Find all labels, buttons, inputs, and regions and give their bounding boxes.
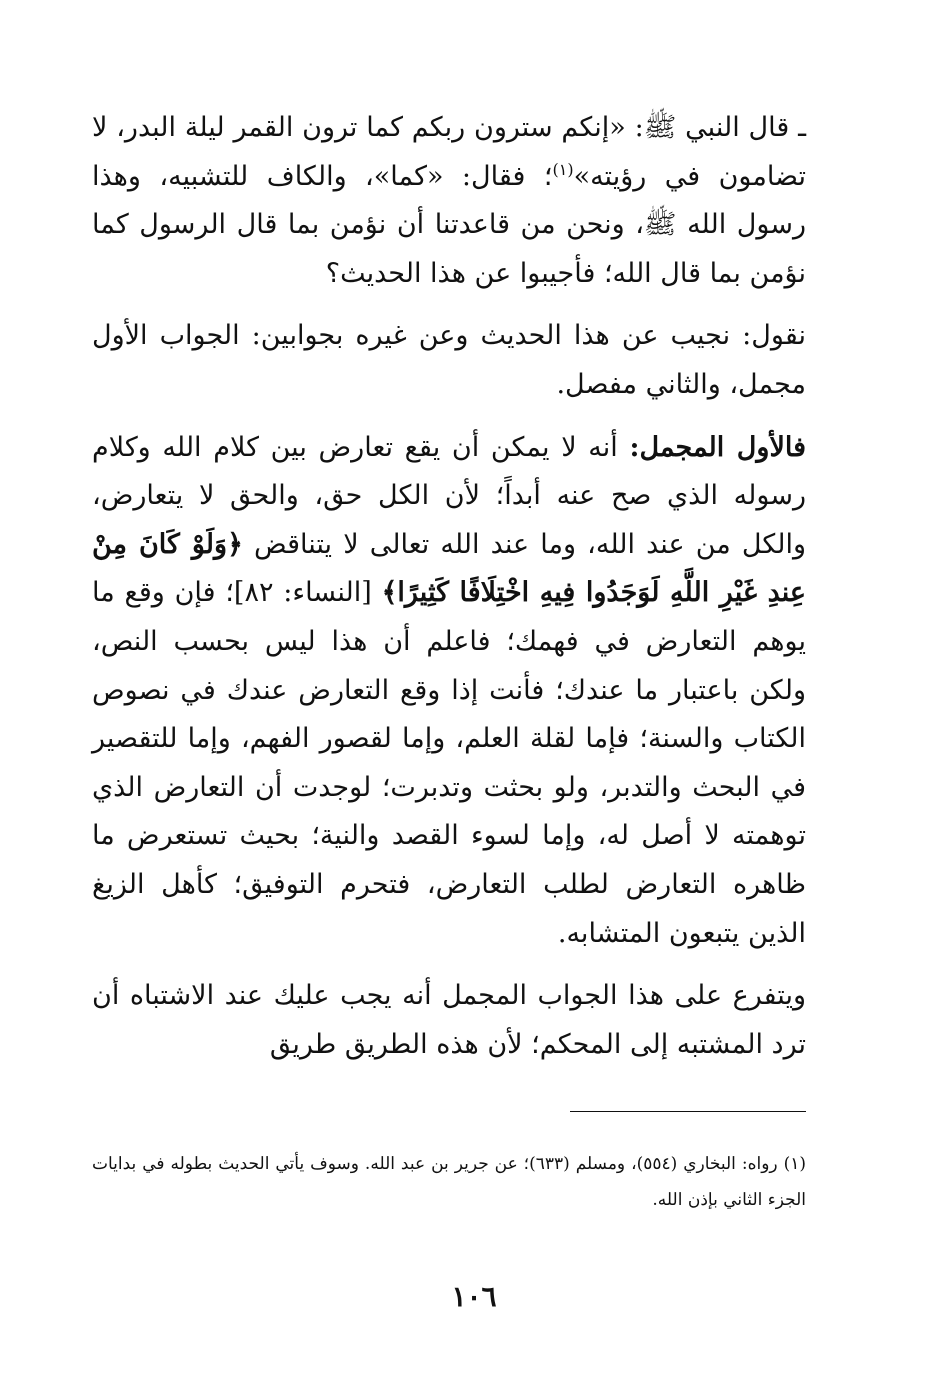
paragraph-3-lead-heading: فالأول المجمل: bbox=[629, 431, 806, 463]
paragraph-4 bbox=[92, 972, 806, 1069]
paragraph-4-text: ويتفرع على هذا الجواب المجمل أنه يجب عليك عند الاشتباه أن ترد المشتبه إلى المحكم؛ لأن هذه الطريق طريق bbox=[92, 980, 806, 1060]
footnote-reference-1[interactable]: (١) bbox=[552, 159, 574, 179]
verse-citation: [النساء: ٨٢] bbox=[233, 577, 382, 609]
quran-verse: ﴿وَلَوْ كَانَ مِنْ عِندِ غَيْرِ اللَّهِ لَوَجَدُوا فِيهِ اخْتِلَافًا كَثِيرًا﴾ bbox=[92, 528, 807, 609]
paragraph-1 bbox=[92, 104, 806, 298]
page-number: ١٠٦ bbox=[451, 1280, 497, 1313]
paragraph-3-text-b: ؛ فإن وقع ما يوهم التعارض في فهمك؛ فاعلم أن هذا ليس بحسب النص، ولكن باعتبار ما عندك؛ فأنت إذا وقع التعارض عندك في نصوص الكتاب والسنة؛ فإما لقلة العلم، وإما لقصور الفهم، وإما للتقصير في البحث والتدبر، ولو بحثت وتدبرت؛ لوجدت أن التعارض الذي توهمته لا أصل له، وإما لسوء القصد والنية؛ بحيث تستعرض ما ظاهره التعارض لطلب التعارض، فتحرم التوفيق؛ كأهل الزيغ الذين يتبعون المتشابه. bbox=[92, 577, 806, 949]
paragraph-3 bbox=[92, 424, 806, 959]
footnote-1 bbox=[92, 1146, 806, 1218]
page-body bbox=[92, 104, 806, 1069]
footnote-divider bbox=[570, 1111, 806, 1112]
paragraph-1-text-b: ؛ فقال: «كما»، والكاف للتشبيه، وهذا رسول الله ﷺ، ونحن من قاعدتنا أن نؤمن بما قال الرسول كما نؤمن بما قال الله؛ فأجيبوا عن هذا الحديث؟ bbox=[92, 160, 806, 289]
paragraph-3-text-a: أنه لا يمكن أن يقع تعارض بين كلام الله وكلام رسوله الذي صح عنه أبداً؛ لأن الكل حق، والحق لا يتعارض، والكل من عند الله، وما عند الله تعالى لا يتناقض bbox=[92, 431, 806, 560]
paragraph-2-text: نقول: نجيب عن هذا الحديث وعن غيره بجوابين: الجواب الأول مجمل، والثاني مفصل. bbox=[92, 320, 806, 400]
footnote-1-text: (١) رواه: البخاري (٥٥٤)، ومسلم (٦٣٣)؛ عن جرير بن عبد الله. وسوف يأتي الحديث بطوله في بدايات الجزء الثاني بإذن الله. bbox=[92, 1154, 806, 1210]
paragraph-2 bbox=[92, 312, 806, 409]
paragraph-1-text-a: ـ قال النبي ﷺ: «إنكم سترون ربكم كما ترون القمر ليلة البدر، لا تضامون في رؤيته» bbox=[92, 112, 806, 192]
